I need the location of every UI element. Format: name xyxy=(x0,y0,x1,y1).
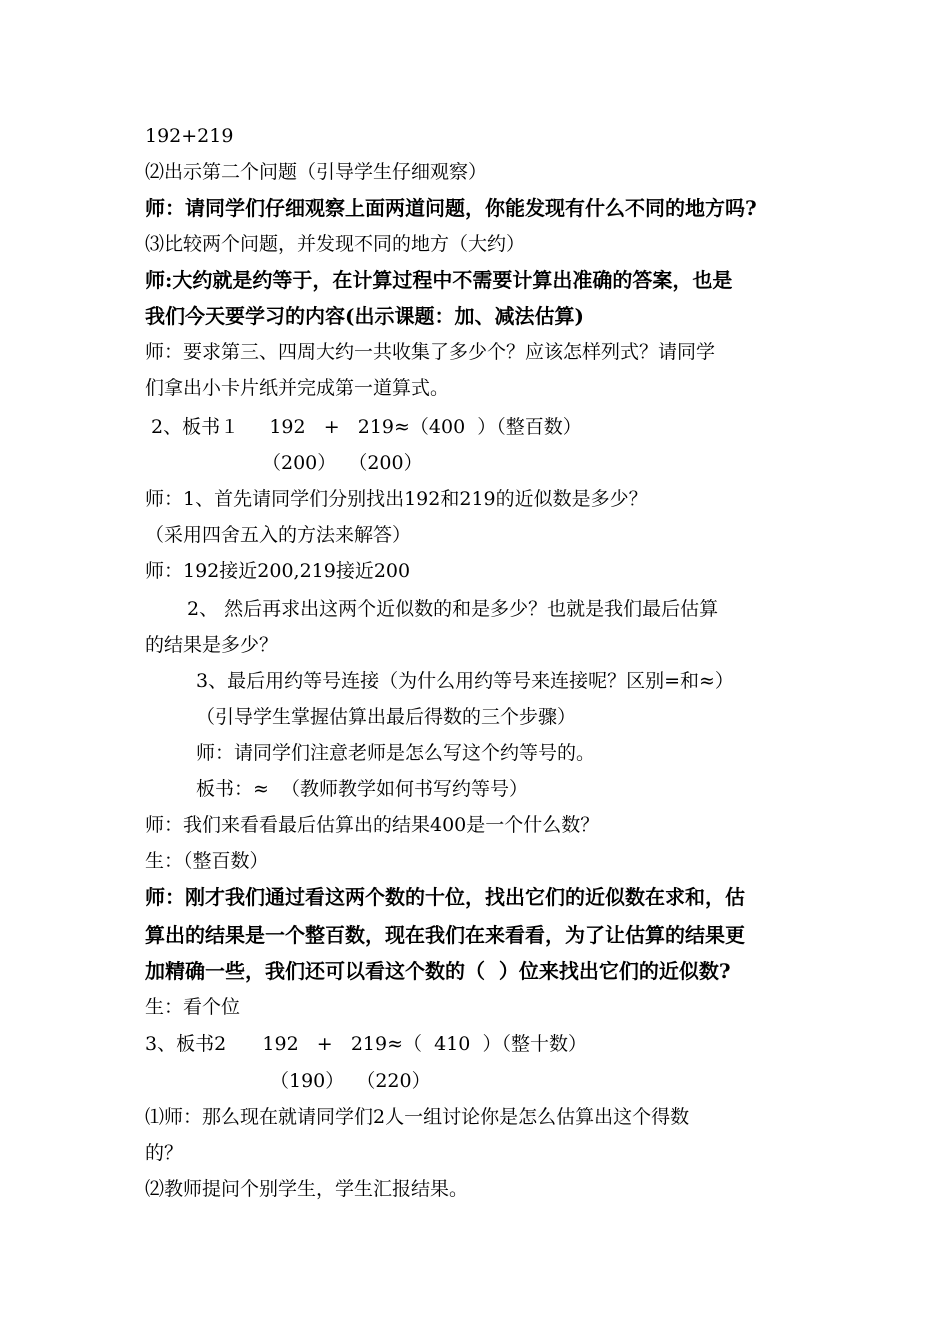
text-line-1: 192+219 xyxy=(145,125,234,147)
text-line-2: ⑵出示第二个问题（引导学生仔细观察） xyxy=(145,161,488,183)
text-line-23: 算出的结果是一个整百数，现在我们在来看看，为了让估算的结果更 xyxy=(145,923,745,947)
text-line-11: 师：1、首先请同学们分别找出192和219的近似数是多少？ xyxy=(145,488,648,510)
text-line-13: 师：192接近200,219接近200 xyxy=(145,560,411,582)
text-line-10: （200） （200） xyxy=(262,452,423,474)
text-line-8: 们拿出小卡片纸并完成第一道算式。 xyxy=(145,377,450,399)
text-line-6: 我们今天要学习的内容(出示课题：加、减法估算) xyxy=(145,304,584,328)
text-line-4: ⑶比较两个问题，并发现不同的地方（大约） xyxy=(145,233,526,255)
text-line-25: 生：看个位 xyxy=(145,996,241,1018)
text-line-9: 2、板书１ 192 + 219≈（400 ）（整百数） xyxy=(145,416,582,438)
text-line-24: 加精确一些，我们还可以看这个数的（ ）位来找出它们的近似数? xyxy=(145,959,731,983)
text-line-3: 师：请同学们仔细观察上面两道问题，你能发现有什么不同的地方吗? xyxy=(145,196,757,220)
text-line-19: 板书：≈ （教师教学如何书写约等号） xyxy=(196,778,528,800)
text-line-12: （采用四舍五入的方法来解答） xyxy=(145,524,412,546)
text-line-18: 师：请同学们注意老师是怎么写这个约等号的。 xyxy=(196,742,596,764)
text-line-5: 师:大约就是约等于，在计算过程中不需要计算出准确的答案，也是 xyxy=(145,268,733,292)
text-line-30: ⑵教师提问个别学生，学生汇报结果。 xyxy=(145,1178,469,1200)
text-line-26: 3、板书2 192 + 219≈（ 410 ）（整十数） xyxy=(145,1033,587,1055)
text-line-7: 师：要求第三、四周大约一共收集了多少个？应该怎样列式？请同学 xyxy=(145,341,716,363)
text-line-29: 的？ xyxy=(145,1142,184,1164)
text-line-14: 2、 然后再求出这两个近似数的和是多少？也就是我们最后估算 xyxy=(187,598,719,620)
text-line-22: 师：刚才我们通过看这两个数的十位，找出它们的近似数在求和，估 xyxy=(145,885,745,909)
text-line-17: （引导学生掌握估算出最后得数的三个步骤） xyxy=(196,706,577,728)
text-line-16: 3、最后用约等号连接（为什么用约等号来连接呢？区别=和≈） xyxy=(196,670,734,692)
text-line-27: （190） （220） xyxy=(270,1070,431,1092)
text-line-28: ⑴师：那么现在就请同学们2人一组讨论你是怎么估算出这个得数 xyxy=(145,1106,690,1128)
text-line-15: 的结果是多少？ xyxy=(145,634,279,656)
text-line-20: 师：我们来看看最后估算出的结果400是一个什么数？ xyxy=(145,814,600,836)
text-line-21: 生：（整百数） xyxy=(145,850,269,872)
